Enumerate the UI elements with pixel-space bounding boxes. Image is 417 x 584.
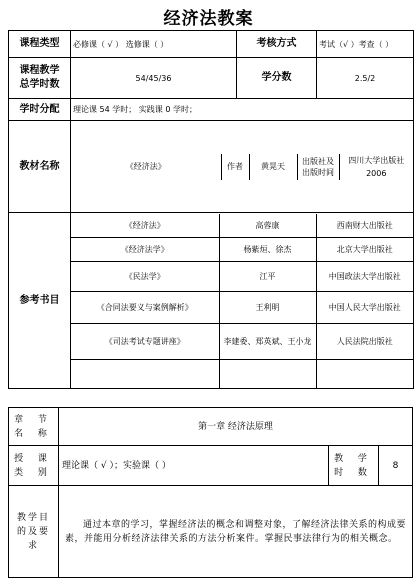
total-hours-value: 54/45/36 [71,58,237,99]
reference-publisher: 人民法院出版社 [316,324,413,360]
credit-label: 学分数 [237,58,317,99]
reference-row [71,238,413,262]
reference-book: 《经济法学》 [120,245,169,254]
reference-book: 《司法考试专题讲座》 [104,337,185,346]
textbook-author: 黄晃天 [249,154,297,180]
reference-author: 李建委、郑英斌、王小龙 [219,324,316,360]
reference-publisher: 北京大学出版社 [316,238,413,262]
publisher-label: 出版社及 出版时间 [297,154,339,180]
teaching-type-label: 授 课 类 别 [9,446,59,486]
reference-book: 《民法学》 [124,272,165,281]
teaching-hours-value: 8 [379,446,413,486]
reference-author: 高蓉康 [219,214,316,238]
textbook-details [71,154,413,180]
reference-publisher: 西南财大出版社 [316,214,413,238]
reference-publisher: 中国人民大学出版社 [316,292,413,324]
teaching-hours-label: 教 学 时 数 [329,446,379,486]
reference-row [71,262,413,292]
references-label: 参考书目 [9,213,71,389]
reference-book: 《合同法要义与案例解析》 [96,303,193,312]
reference-author: 杨紫烜、徐杰 [219,238,316,262]
references-list [71,214,413,388]
reference-row [71,324,413,360]
credit-value: 2.5/2 [317,58,414,99]
course-type-value: 必修课（ √ ） 选修课（ ） [71,31,237,58]
teaching-goal-text: 通过本章的学习，掌握经济法的概念和调整对象，了解经济法律关系的构成要素，并能用分析经济法律关系的方法分析案件。掌握民事法律行为的相关概念。 [59,486,413,578]
course-type-label: 课程类型 [9,31,71,58]
reference-author: 江平 [219,262,316,292]
textbook-label: 教材名称 [9,121,71,213]
chapter-label: 章 节 名 称 [9,408,59,446]
reference-book: 《经济法》 [124,220,165,230]
total-hours-label: 课程教学 总学时数 [9,58,71,99]
reference-row [71,292,413,324]
author-label: 作者 [221,154,249,180]
chapter-table [8,407,413,578]
reference-row-empty [71,360,413,388]
hour-distribution-label: 学时分配 [9,99,71,121]
course-info-table [8,30,414,389]
exam-method-label: 考核方式 [237,31,317,58]
reference-row [71,214,413,238]
reference-publisher: 中国政法大学出版社 [316,262,413,292]
hour-distribution-value: 理论课 54 学时； 实践课 0 学时； [71,99,414,121]
document-title: 经济法教案 [163,9,254,29]
exam-method-value: 考试（√ ）考查（ ） [317,31,414,58]
textbook-publisher: 四川大学出版社 2006 [348,155,405,178]
chapter-name: 第一章 经济法原理 [59,408,413,446]
textbook-name: 《经济法》 [71,154,221,180]
reference-author: 王利明 [219,292,316,324]
teaching-goal-label: 教学目 的及要 求 [9,486,59,578]
teaching-type-value: 理论课（ √ ）；实验课（ ） [59,446,329,486]
